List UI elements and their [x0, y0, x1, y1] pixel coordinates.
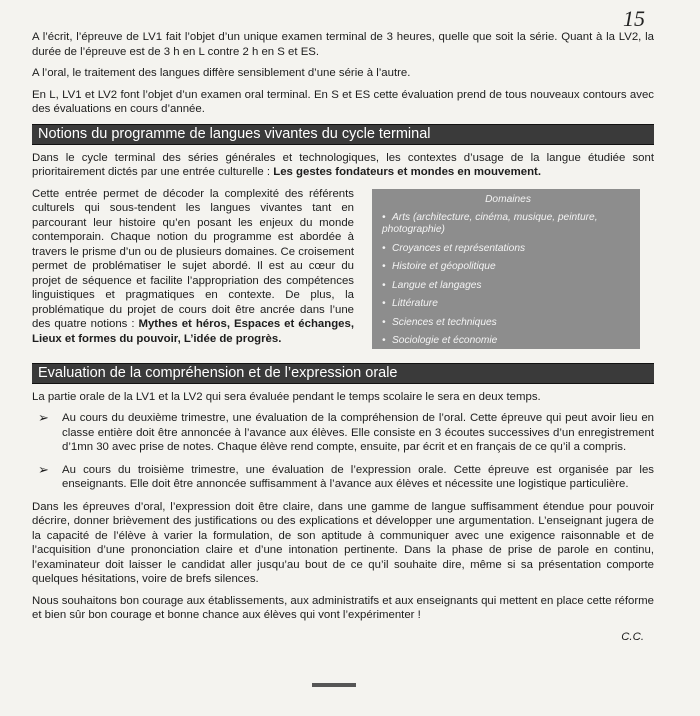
dot-icon: • — [382, 279, 386, 291]
notions-lead-paragraph — [32, 151, 654, 180]
dot-icon: • — [382, 316, 386, 328]
section-heading-evaluation: Evaluation de la compréhension et de l’expression orale — [32, 363, 654, 384]
notions-lead-text: Dans le cycle terminal des séries générales et technologiques, les contextes d’usage de la langue étudiée sont prioritairement dictés par une entrée culturelle : — [32, 151, 654, 178]
closing-paragraph: Nous souhaitons bon courage aux établissements, aux administratifs et aux enseignants qui mettent en place cette réforme et bien sûr bon courage et bonne chance aux élèves qui vont l’expérimenter ! — [32, 594, 654, 621]
domain-label: Histoire et géopolitique — [392, 261, 496, 273]
dot-icon: • — [382, 335, 386, 347]
domain-item — [382, 277, 634, 296]
page-content — [32, 30, 654, 644]
notions-body-bold: Mythes et héros, Espaces et échanges, Lieux et formes du pouvoir, L’idée de progrès. — [32, 318, 355, 345]
arrow-bullet-icon: ➢ — [38, 410, 49, 425]
dot-icon: • — [382, 242, 386, 254]
domain-item — [382, 240, 634, 259]
intro-paragraph-1: A l’écrit, l’épreuve de LV1 fait l’objet d’un unique examen terminal de 3 heures, quelle que soit la série. Quant à la LV2, la durée de l’épreuve est de 3 h en L contre 2 h en S et ES. — [32, 31, 654, 58]
domain-item — [382, 295, 634, 314]
evaluation-bullet-item — [32, 463, 654, 492]
domains-list — [382, 209, 634, 352]
notions-lead-bold: Les gestes fondateurs et mondes en mouvement. — [273, 166, 541, 178]
page-number: 15 — [623, 6, 645, 31]
domain-item — [382, 314, 634, 333]
domains-box — [372, 189, 640, 349]
domain-item — [382, 332, 634, 351]
domain-label: Sciences et techniques — [392, 316, 497, 328]
intro-paragraph-3: En L, LV1 et LV2 font l’objet d’un examen oral terminal. En S et ES cette évaluation prend de tous nouveaux contours avec des évaluations en cours d’année. — [32, 88, 654, 115]
domain-label: Arts (architecture, cinéma, musique, peinture, photographie) — [382, 211, 598, 235]
domain-label: Littérature — [392, 298, 438, 310]
evaluation-bullet-item — [32, 411, 654, 455]
notions-body-text: Cette entrée permet de décoder la complexité des référents culturels qui sous-tendent les langues vivantes tant en parcourant leur histoire qu’en posant les enjeux du monde contemporain. Chaque notion du programme est abordée à travers le prisme d’un ou de plusieurs domaines. Ce croisement permet de problématiser le sujet abordé. Il est au cœur du projet de séquence et facilite l’appropriation des compétences linguistiques et pragmatiques en contexte. De plus, la problématique du projet de cours doit être ancrée dans l’une des quatre notions : — [32, 187, 354, 330]
intro-paragraph-2: A l’oral, le traitement des langues diffère sensiblement d’une série à l’autre. — [32, 67, 411, 79]
domain-item — [382, 209, 634, 240]
evaluation-lead-paragraph: La partie orale de la LV1 et la LV2 qui sera évaluée pendant le temps scolaire le sera en deux temps. — [32, 390, 541, 403]
dot-icon: • — [382, 298, 386, 310]
section-heading-notions: Notions du programme de langues vivantes du cycle terminal — [32, 124, 654, 145]
dot-icon: • — [382, 261, 386, 273]
signature: C.C. — [621, 630, 644, 643]
footer-rule — [312, 683, 356, 687]
domain-label: Croyances et représentations — [392, 242, 526, 254]
notions-body-paragraph — [32, 187, 354, 349]
oral-expression-paragraph: Dans les épreuves d’oral, l’expression doit être claire, dans une gamme de langue suffisamment étendue pour pouvoir décrire, donner brièvement des justifications ou des explications et développer une argumentation. L’enseignant jugera de la capacité de l’élève à varier la formulation, de son aptitude à communiquer avec une exigence raisonnable et de l’acquisition d’une prononciation claire et d’une intonation pertinente. Dans la phase de prise de parole en continu, l’examinateur doit laisser le candidat aller jusqu’au bout de ce qu’il souhaite dire, même si sa présentation comporte quelques hésitations, voire de brefs silences. — [32, 500, 654, 585]
domain-item — [382, 258, 634, 277]
domains-title: Domaines — [485, 193, 531, 205]
domain-label: Sociologie et économie — [392, 335, 498, 347]
arrow-bullet-icon: ➢ — [38, 461, 49, 477]
evaluation-bullet-text: Au cours du deuxième trimestre, une évaluation de la compréhension de l’oral. Cette épreuve qui peut avoir lieu en classe entière doit être annoncée à l’avance aux élèves. Elle consiste en 3 écoutes successives d’un enregistrement d’1mn 30 avec prise de notes. Chaque élève rend compte, ensuite, par écrit et en français de ce qu’il a compris. — [62, 412, 654, 453]
evaluation-bullet-text: Au cours du troisième trimestre, une évaluation de l’expression orale. Cette épreuve est organisée par les enseignants. Elle doit être annoncée suffisamment à l’avance aux élèves et nécessite une logistique particulière. — [62, 463, 654, 490]
notions-columns — [32, 187, 654, 349]
domain-label: Langue et langages — [392, 279, 482, 291]
dot-icon: • — [382, 211, 386, 223]
